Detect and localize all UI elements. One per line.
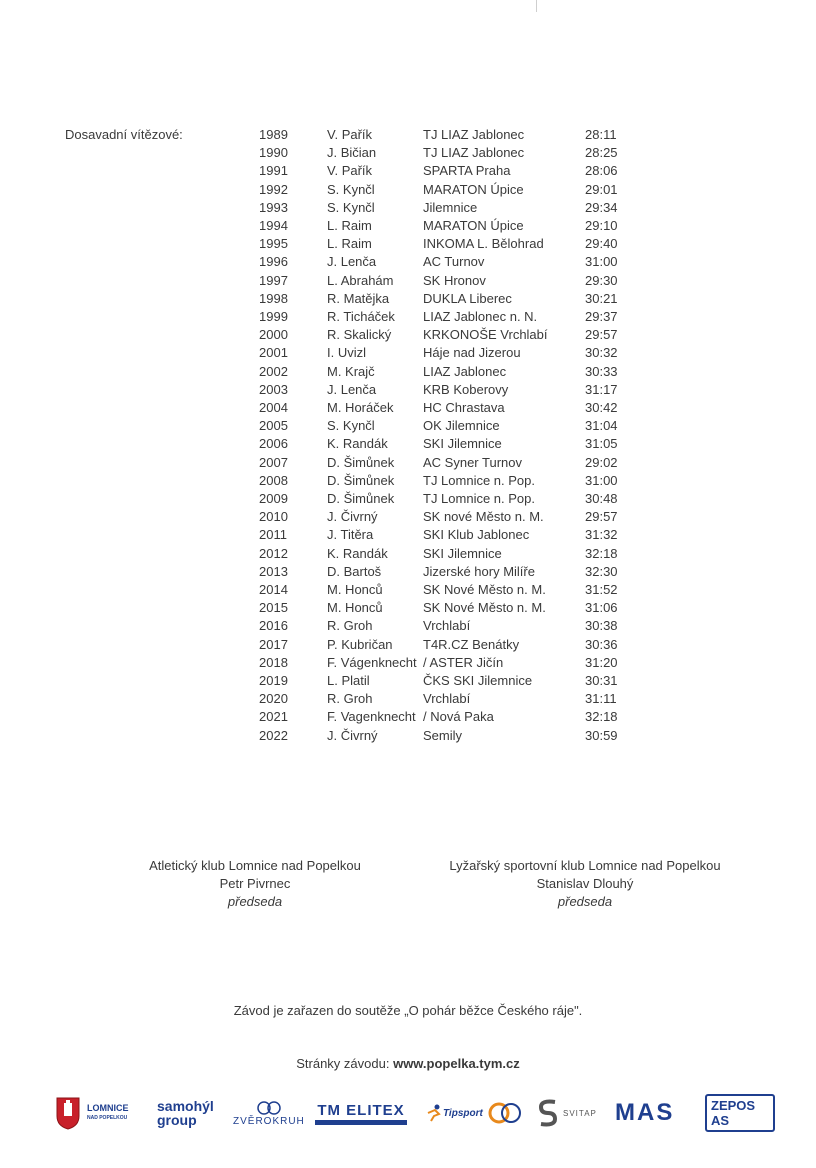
cs-badge-icon — [487, 1100, 523, 1126]
winner-name: J. Čivrný — [327, 727, 378, 743]
winner-club: SKI Klub Jablonec — [423, 527, 530, 543]
winner-name: L. Abrahám — [327, 272, 394, 288]
winner-name: P. Kubričan — [327, 636, 393, 652]
winner-year: 1996 — [259, 254, 288, 270]
winner-name: S. Kynčl — [327, 418, 375, 434]
winner-year: 1991 — [259, 163, 288, 179]
runner-icon — [425, 1104, 443, 1122]
winner-time: 31:00 — [585, 254, 618, 270]
winner-year: 2012 — [259, 545, 288, 561]
winner-time: 30:48 — [585, 491, 618, 506]
winner-club: LIAZ Jablonec n. N. — [423, 309, 538, 324]
winner-name: J. Bičian — [327, 145, 377, 161]
winner-time: 29:57 — [585, 509, 618, 525]
winner-club: / Nová Paka — [423, 709, 494, 725]
winner-name: V. Pařík — [327, 127, 373, 142]
winner-name: D. Šimůnek — [327, 454, 395, 470]
winner-year: 2011 — [259, 527, 287, 543]
winner-year: 2020 — [259, 691, 288, 707]
sponsor-samohyl-text: samohýl — [157, 1098, 214, 1114]
sponsor-mas-logo — [615, 1093, 674, 1133]
winner-name: L. Raim — [327, 218, 372, 233]
winner-club: KRKONOŠE Vrchlabí — [423, 327, 548, 343]
winner-time: 31:17 — [585, 381, 618, 397]
winner-time: 29:40 — [585, 236, 618, 252]
winner-year: 2021 — [259, 709, 288, 725]
sponsor-tmelitex-logo — [315, 1093, 407, 1133]
winner-year: 2018 — [259, 654, 288, 670]
winner-year: 2003 — [259, 381, 288, 397]
winner-club: AC Turnov — [423, 254, 485, 270]
winner-name: D. Šimůnek — [327, 472, 395, 488]
website-link[interactable]: www.popelka.tym.cz — [393, 1056, 520, 1071]
winner-club: Jilemnice — [423, 199, 478, 215]
winner-year: 2010 — [259, 509, 288, 525]
winner-club: OK Jilemnice — [423, 418, 500, 434]
winner-year: 1999 — [259, 309, 288, 324]
winner-name: J. Titěra — [327, 527, 374, 543]
sponsor-lomnice-logo — [55, 1093, 129, 1133]
winner-club: TJ Lomnice n. Pop. — [423, 491, 535, 506]
website-line — [0, 1056, 816, 1071]
winner-club: Jizerské hory Milíře — [423, 563, 535, 579]
winner-club: TJ Lomnice n. Pop. — [423, 472, 535, 488]
winner-club: Háje nad Jizerou — [423, 345, 521, 361]
winner-time: 31:04 — [585, 418, 618, 434]
winner-year: 1997 — [259, 272, 288, 288]
winner-year: 2001 — [259, 345, 288, 361]
winner-time: 31:20 — [585, 654, 618, 670]
zodiac-icon — [253, 1100, 285, 1116]
winner-year: 1994 — [259, 218, 288, 233]
winner-name: S. Kynčl — [327, 181, 375, 197]
winner-name: K. Randák — [327, 545, 388, 561]
winner-year: 2008 — [259, 472, 288, 488]
winner-time: 31:06 — [585, 600, 618, 616]
sponsor-tipsport-logo — [425, 1093, 483, 1133]
winner-club: AC Syner Turnov — [423, 454, 522, 470]
winner-time: 32:30 — [585, 563, 618, 579]
winner-name: M. Horáček — [327, 400, 394, 415]
winner-time: 28:25 — [585, 145, 618, 161]
winner-name: F. Vagenknecht — [327, 709, 416, 725]
signature-athletic-club — [110, 857, 400, 911]
winner-year: 2002 — [259, 363, 288, 379]
winner-club: HC Chrastava — [423, 400, 505, 415]
winner-club: SPARTA Praha — [423, 163, 511, 179]
winner-time: 30:31 — [585, 673, 618, 688]
winner-name: D. Šimůnek — [327, 491, 395, 506]
winner-name: S. Kynčl — [327, 199, 375, 215]
signature-ski-club — [430, 857, 740, 911]
winner-time: 30:33 — [585, 363, 618, 379]
winner-year: 2015 — [259, 600, 288, 616]
winner-time: 31:32 — [585, 527, 618, 543]
winner-year: 2016 — [259, 618, 288, 634]
winner-time: 29:01 — [585, 181, 618, 197]
svitap-s-icon — [537, 1098, 559, 1128]
winner-time: 30:59 — [585, 727, 618, 743]
signature-person: Stanislav Dlouhý — [536, 876, 634, 891]
winner-time: 29:34 — [585, 199, 618, 215]
winner-name: I. Uvizl — [327, 345, 366, 361]
sponsor-tipsport-text: Tipsport — [443, 1107, 483, 1119]
winner-club: DUKLA Liberec — [423, 290, 512, 306]
winner-club: Vrchlabí — [423, 691, 471, 707]
winner-year: 2000 — [259, 327, 288, 343]
sponsor-zverokruh-logo — [233, 1093, 305, 1133]
sponsor-zepos-text: ZEPOS AS — [705, 1094, 775, 1132]
winner-name: J. Lenča — [327, 254, 377, 270]
winner-year: 2019 — [259, 673, 288, 688]
winner-year: 2005 — [259, 418, 288, 434]
winner-name: M. Honců — [327, 582, 383, 597]
winner-club: LIAZ Jablonec — [423, 363, 507, 379]
winner-club: TJ LIAZ Jablonec — [423, 145, 525, 161]
winner-club: TJ LIAZ Jablonec — [423, 127, 525, 142]
winner-time: 30:21 — [585, 290, 618, 306]
winner-year: 2017 — [259, 636, 288, 652]
winner-club: INKOMA L. Bělohrad — [423, 236, 544, 252]
winner-time: 30:42 — [585, 400, 618, 415]
winner-time: 30:38 — [585, 618, 618, 634]
sponsor-samohyl-subtext: group — [157, 1112, 197, 1128]
winner-year: 1995 — [259, 236, 288, 252]
winner-time: 30:36 — [585, 636, 618, 652]
sponsor-svitap-logo — [537, 1093, 597, 1133]
winner-name: M. Krajč — [327, 363, 375, 379]
signature-role: předseda — [227, 894, 283, 909]
winner-time: 31:05 — [585, 436, 618, 452]
winner-name: J. Lenča — [327, 381, 377, 397]
winner-name: K. Randák — [327, 436, 388, 452]
winner-name: D. Bartoš — [327, 563, 382, 579]
winner-time: 29:30 — [585, 272, 618, 288]
winner-year: 2006 — [259, 436, 288, 452]
sponsor-tmelitex-text: TM ELITEX — [317, 1101, 405, 1119]
signature-org: Atletický klub Lomnice nad Popelkou — [149, 858, 361, 873]
winner-club: T4R.CZ Benátky — [423, 636, 520, 652]
winner-club: Semily — [423, 727, 463, 743]
winner-year: 1992 — [259, 181, 288, 197]
winner-name: M. Honců — [327, 600, 383, 616]
winner-name: R. Skalický — [327, 327, 392, 343]
sponsor-svitap-text: SVITAP — [563, 1108, 597, 1118]
winner-club: ČKS SKI Jilemnice — [423, 673, 533, 688]
winner-year: 2007 — [259, 454, 288, 470]
winner-name: J. Čivrný — [327, 509, 378, 525]
winner-name: R. Matějka — [327, 290, 390, 306]
winner-club: / ASTER Jičín — [423, 654, 504, 670]
winner-name: F. Vágenknecht — [327, 654, 417, 670]
winner-name: V. Pařík — [327, 163, 373, 179]
winner-time: 29:37 — [585, 309, 618, 324]
winner-time: 30:32 — [585, 345, 618, 361]
winner-club: SK nové Město n. M. — [423, 509, 544, 525]
winner-club: MARATON Úpice — [423, 218, 524, 233]
winner-time: 29:57 — [585, 327, 618, 343]
sponsor-mas-text: MAS — [615, 1099, 675, 1126]
sponsor-tmelitex-bar — [315, 1120, 407, 1125]
competition-note: Závod je zařazen do soutěže „O pohár běžce Českého ráje". — [233, 1003, 583, 1018]
winner-time: 28:06 — [585, 163, 618, 179]
signature-role: předseda — [557, 894, 613, 909]
signature-org: Lyžařský sportovní klub Lomnice nad Popelkou — [449, 858, 721, 873]
coat-of-arms-icon — [55, 1096, 81, 1130]
sponsor-cs-logo — [487, 1093, 523, 1133]
winner-year: 2004 — [259, 400, 288, 415]
winner-club: SK Nové Město n. M. — [423, 600, 546, 616]
winner-time: 31:52 — [585, 582, 618, 597]
winner-name: R. Ticháček — [327, 309, 395, 324]
sponsor-zverokruh-text: ZVĚROKRUH — [233, 1115, 305, 1127]
winner-club: SK Nové Město n. M. — [423, 582, 546, 597]
winner-year: 2013 — [259, 563, 288, 579]
website-label: Stránky závodu: — [296, 1056, 390, 1071]
fold-mark — [536, 0, 537, 12]
winner-club: SKI Jilemnice — [423, 545, 502, 561]
sponsor-samohyl-logo — [157, 1093, 214, 1133]
winner-year: 1998 — [259, 290, 288, 306]
signature-person: Petr Pivrnec — [219, 876, 291, 891]
winner-time: 31:11 — [585, 691, 617, 707]
winner-time: 31:00 — [585, 472, 618, 488]
winner-time: 32:18 — [585, 545, 618, 561]
winner-club: SKI Jilemnice — [423, 436, 502, 452]
winner-club: MARATON Úpice — [423, 181, 524, 197]
winner-name: R. Groh — [327, 691, 373, 707]
winner-time: 29:02 — [585, 454, 618, 470]
winner-year: 1989 — [259, 127, 288, 142]
winner-year: 2009 — [259, 491, 288, 506]
sponsor-zepos-logo — [705, 1093, 775, 1133]
winner-year: 2022 — [259, 727, 288, 743]
winner-name: L. Raim — [327, 236, 372, 252]
winner-year: 1993 — [259, 199, 288, 215]
sponsor-lomnice-subtext: NAD POPELKOU — [87, 1115, 128, 1121]
winner-time: 29:10 — [585, 218, 618, 233]
winner-year: 2014 — [259, 582, 288, 597]
sponsor-logos — [55, 1093, 775, 1133]
winner-club: SK Hronov — [423, 272, 486, 288]
winner-time: 28:11 — [585, 127, 617, 142]
sponsor-lomnice-text: LOMNICE — [87, 1103, 129, 1113]
winner-name: L. Platil — [327, 673, 370, 688]
winner-club: Vrchlabí — [423, 618, 471, 634]
winner-time: 32:18 — [585, 709, 618, 725]
winner-year: 1990 — [259, 145, 288, 161]
winner-club: KRB Koberovy — [423, 381, 509, 397]
winners-heading: Dosavadní vítězové: — [65, 127, 183, 142]
winner-name: R. Groh — [327, 618, 373, 634]
